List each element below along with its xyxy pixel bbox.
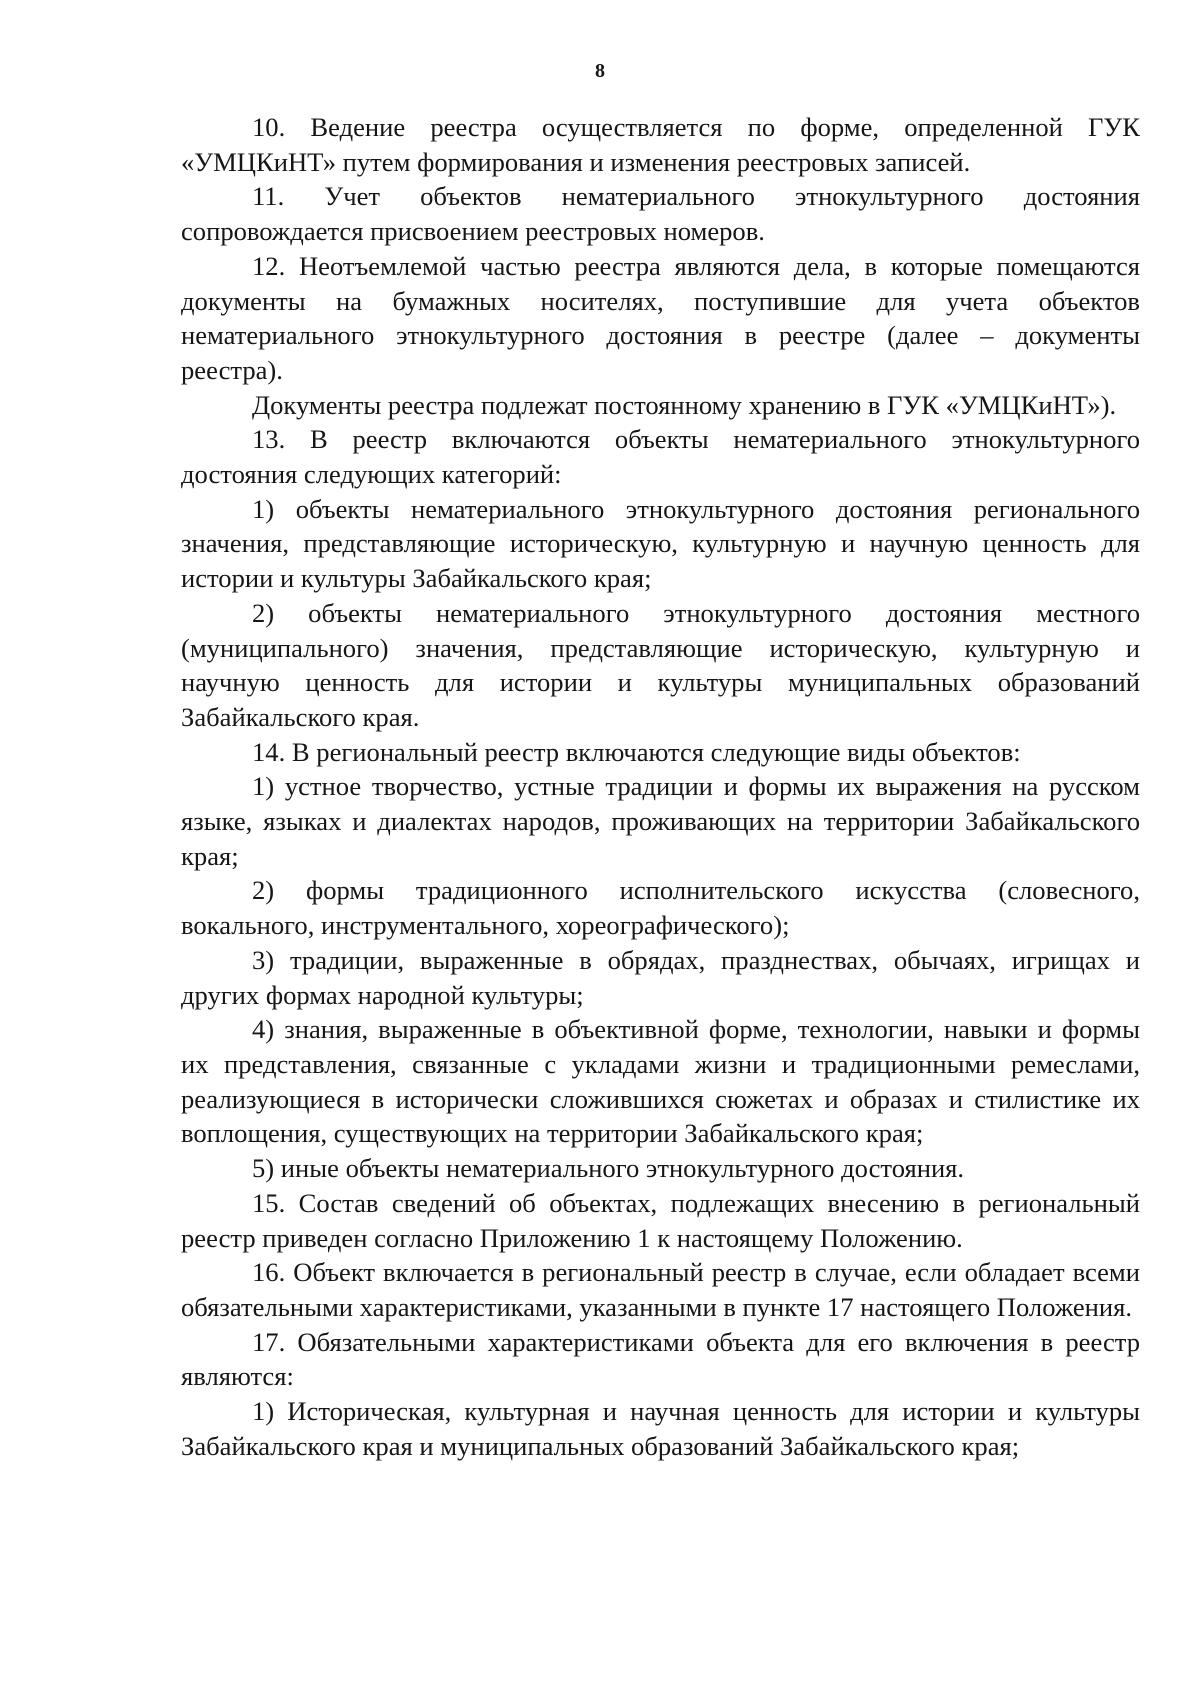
paragraph-13-item-2: 2) объекты нематериального этнокультурного достояния местного (муниципального) значения, представляющие историческую, культурную и научную ценность для истории и культуры муниципальных образований Забайкальского края. bbox=[181, 597, 1140, 732]
paragraph-17: 17. Обязательными характеристиками объекта для его включения в реестр являются: bbox=[181, 1326, 1140, 1392]
paragraph-12-storage: Документы реестра подлежат постоянному хранению в ГУК «УМЦКиНТ»). bbox=[252, 389, 1117, 420]
paragraph-14: 14. В региональный реестр включаются следующие виды объектов: bbox=[252, 736, 1021, 767]
paragraph-11: 11. Учет объектов нематериального этнокультурного достояния сопровождается присвоением реестровых номеров. bbox=[181, 181, 1140, 247]
paragraph-15: 15. Состав сведений об объектах, подлежащих внесению в региональный реестр приведен согласно Приложению 1 к настоящему Положению. bbox=[181, 1187, 1140, 1253]
paragraph-16: 16. Объект включается в региональный реестр в случае, если обладает всеми обязательными характеристиками, указанными в пункте 17 настоящего Положения. bbox=[181, 1257, 1140, 1322]
paragraph-10: 10. Ведение реестра осуществляется по форме, определенной ГУК «УМЦКиНТ» путем формирования и изменения реестровых записей. bbox=[181, 112, 1140, 177]
paragraph-14-item-5: 5) иные объекты нематериального этнокультурного достояния. bbox=[252, 1153, 965, 1184]
paragraph-14-item-3: 3) традиции, выраженные в обрядах, празднествах, обычаях, игрищах и других формах народной культуры; bbox=[181, 944, 1140, 1010]
paragraph-13: 13. В реестр включаются объекты нематериального этнокультурного достояния следующих категорий: bbox=[181, 424, 1140, 490]
document-body bbox=[181, 110, 1140, 1463]
paragraph-14-item-2: 2) формы традиционного исполнительского искусства (словесного, вокального, инструментального, хореографического); bbox=[181, 875, 1140, 941]
page-number: 8 bbox=[595, 60, 605, 82]
paragraph-14-item-4: 4) знания, выраженные в объективной форме, технологии, навыки и формы их представления, связанные с укладами жизни и традиционными ремеслами, реализующиеся в исторически сложившихся сюжетах и образах и стилистике их воплощения, существующих на территории Забайкальского края; bbox=[181, 1014, 1140, 1149]
paragraph-17-item-1: 1) Историческая, культурная и научная ценность для истории и культуры Забайкальского края и муниципальных образований Забайкальского края; bbox=[181, 1396, 1140, 1461]
paragraph-13-item-1: 1) объекты нематериального этнокультурного достояния регионального значения, представляющие историческую, культурную и научную ценность для истории и культуры Забайкальского края; bbox=[181, 493, 1140, 594]
paragraph-12: 12. Неотъемлемой частью реестра являются дела, в которые помещаются документы на бумажных носителях, поступившие для учета объектов нематериального этнокультурного достояния в реестре (далее – документы реестра). bbox=[181, 250, 1140, 385]
paragraph-14-item-1: 1) устное творчество, устные традиции и формы их выражения на русском языке, языках и диалектах народов, проживающих на территории Забайкальского края; bbox=[181, 771, 1140, 871]
